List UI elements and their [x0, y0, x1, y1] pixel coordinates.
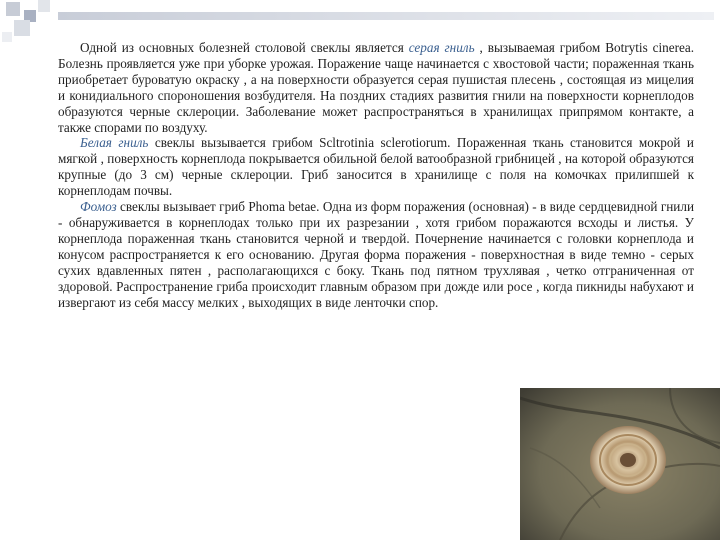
deco-square: [38, 0, 50, 12]
paragraph-gray-rot: [58, 40, 694, 135]
paragraph-text: свеклы вызывает гриб Phoma betae. Одна из форм поражения (основная) - в виде сердцевидной гнили - обнаруживается в корнеплодах только при их разрезании , хотя грибом поражаются всходы и листья. У корнеплода пораженная ткань становится черной и твердой. Почернение начинается с головки корнеплода и конусом распространяется к его основанию. Другая форма поражения - поверхностная в виде темно - серых сухих вдавленных пятен , располагающихся с боку. Ткань под пятном трухлявая , четко отграниченная от здоровой. Распространение гриба происходит главным образом при дожде или росе , когда пикниды набухают и извергают из себя массу мелких , выходящих в виде ленточки спор.: [58, 199, 694, 310]
beet-lesion-image: [520, 388, 720, 540]
term-white-rot: Белая гниль: [80, 135, 149, 151]
header-rule: [58, 12, 714, 20]
beet-lesion-photo: [520, 388, 720, 540]
term-gray-rot: серая гниль: [408, 40, 475, 55]
deco-square: [6, 2, 20, 16]
lesion-spot: [590, 426, 666, 494]
paragraph-text: свеклы вызывается грибом Scltrotinia sclerotiorum. Пораженная ткань становится мокрой и мягкой , поверхность корнеплода покрывается обильной белой ватообразной грибницей , на которой образуются крупные (до 3 см) черные склероции. Гриб заносится в хранилище с поля на комочках прилипшей к корнеплодам почвы.: [58, 135, 694, 199]
paragraph-white-rot: [58, 135, 694, 199]
document-body: [58, 40, 694, 310]
deco-square: [2, 32, 12, 42]
paragraph-text: Одной из основных болезней столовой свеклы является: [80, 40, 409, 55]
deco-square: [14, 20, 30, 36]
paragraph-text: , вызываемая грибом Botrytis cinerea. Болезнь проявляется уже при уборке урожая. Поражение чаще начинается с хвостовой части; пораженная ткань приобретает буроватую окраску , а на поверхности образуется серая пушистая плесень , состоящая из мицелия и конидиального спороношения возбудителя. На поздних стадиях развития гнили на поверхности корнеплодов образуются черные склероции. Заболевание может распространяться в хранилищах припрямом контакте, а также спорами по воздуху.: [58, 40, 695, 135]
paragraph-phoma: [58, 199, 694, 310]
term-phoma: Фомоз: [80, 199, 117, 215]
